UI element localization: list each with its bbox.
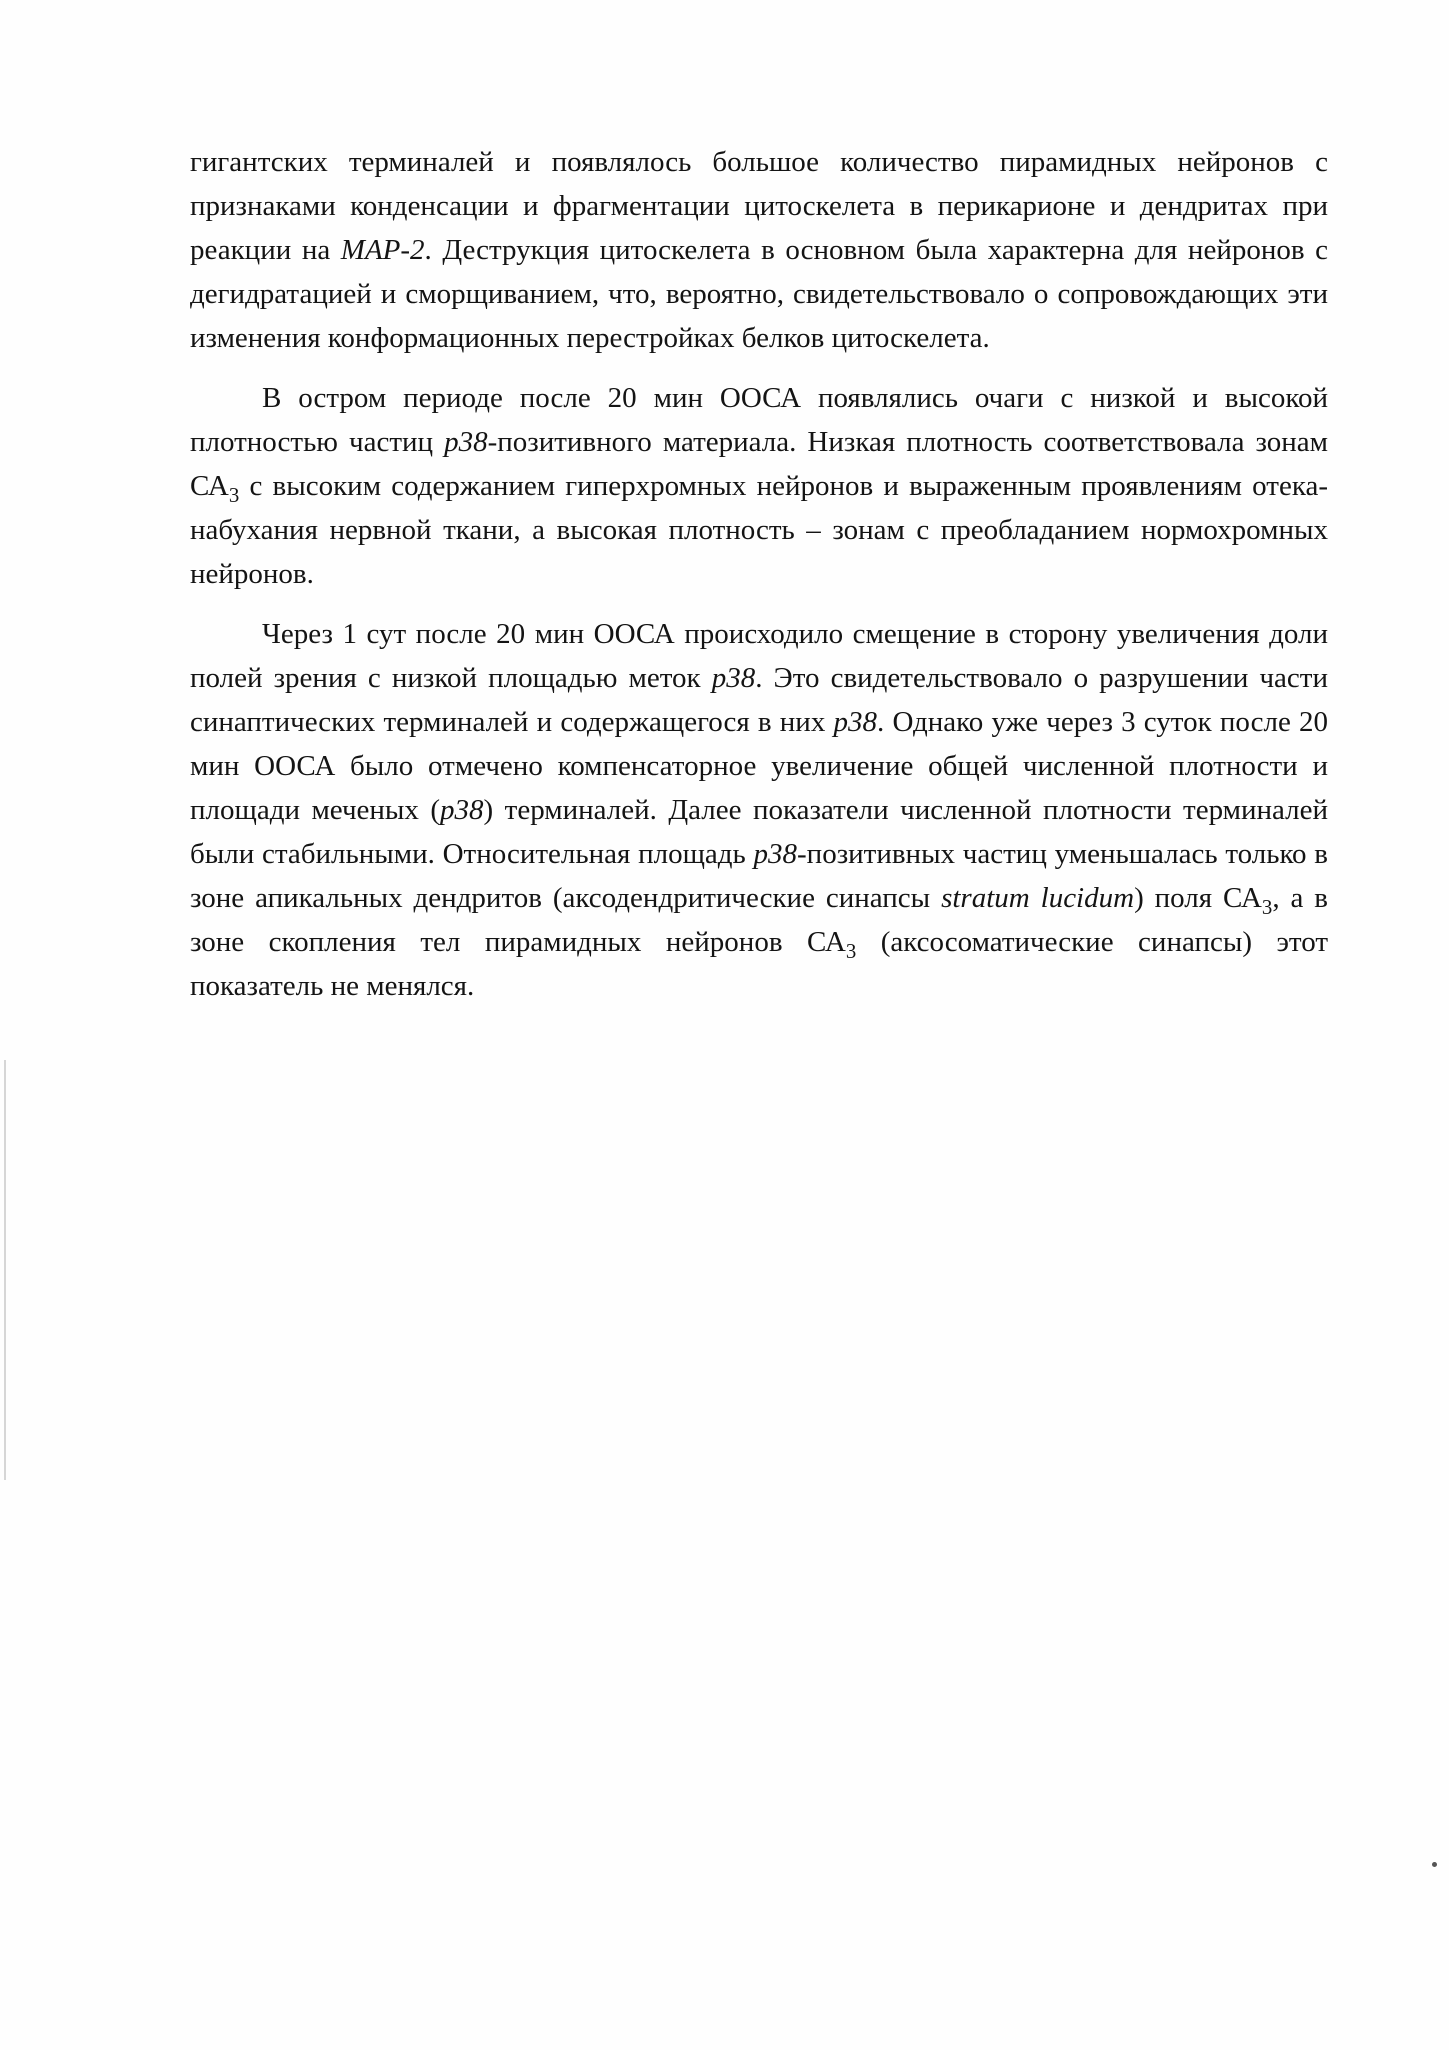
italic-term: stratum lucidum bbox=[941, 882, 1135, 914]
text-run: Через 1 сут после 20 мин ООСА происходило смещение в сторону увеличения доли полей зрения с низкой площадью меток bbox=[190, 618, 1328, 694]
italic-term: p38 bbox=[711, 662, 756, 694]
text-run: -позитивных частиц уменьшалась только в зоне апикальных дендритов (аксодендритические синапсы bbox=[190, 838, 1329, 914]
text-run: В остром периоде после 20 мин ООСА появлялись очаги с низкой и высокой плотностью частиц bbox=[190, 382, 1328, 458]
italic-term: p38 bbox=[440, 794, 484, 826]
text-run: -позитивного материала. Низкая плотность соответствовала зонам СА bbox=[190, 426, 1329, 502]
text-run: . Однако уже через 3 суток после 20 мин ООСА было отмечено компенсаторное увеличение общей численной плотности и площади меченых ( bbox=[190, 706, 1329, 826]
subscript: 3 bbox=[1261, 894, 1273, 919]
scan-edge-line bbox=[4, 1060, 6, 1480]
text-run: ) терминалей. Далее показатели численной плотности терминалей были стабильными. Относительная площадь bbox=[190, 794, 1329, 870]
text-run: , а в зоне скопления тел пирамидных нейронов СА bbox=[190, 882, 1328, 958]
subscript: 3 bbox=[845, 938, 857, 963]
scan-speck bbox=[1432, 1862, 1437, 1867]
italic-term: p38 bbox=[833, 706, 878, 738]
text-run: . Деструкция цитоскелета в основном была характерна для нейронов с дегидратацией и сморщиванием, что, вероятно, свидетельствовало о сопровождающих эти изменения конформационных перестройках белков цитоскелета. bbox=[190, 234, 1328, 354]
text-run: с высоким содержанием гиперхромных нейронов и выраженным проявлениям отека-набухания нервной ткани, а высокая плотность – зонам с преобладанием нормохромных нейронов. bbox=[190, 470, 1328, 590]
paragraph-1 bbox=[190, 140, 1328, 360]
paragraph-2 bbox=[190, 376, 1328, 596]
text-run: ) поля СА bbox=[1134, 882, 1262, 914]
text-run: (аксосоматические синапсы) этот показатель не менялся. bbox=[190, 926, 1328, 1002]
italic-term: p38 bbox=[444, 426, 488, 458]
italic-term: MAP-2 bbox=[340, 234, 425, 266]
paragraph-3 bbox=[190, 612, 1328, 1008]
document-body bbox=[190, 140, 1328, 1024]
text-run: гигантских терминалей и появлялось большое количество пирамидных нейронов с признаками конденсации и фрагментации цитоскелета в перикарионе и дендритах при реакции на bbox=[190, 146, 1328, 266]
text-run: . Это свидетельствовало о разрушении части синаптических терминалей и содержащегося в них bbox=[190, 662, 1328, 738]
subscript: 3 bbox=[228, 482, 240, 507]
italic-term: p38 bbox=[753, 838, 798, 870]
